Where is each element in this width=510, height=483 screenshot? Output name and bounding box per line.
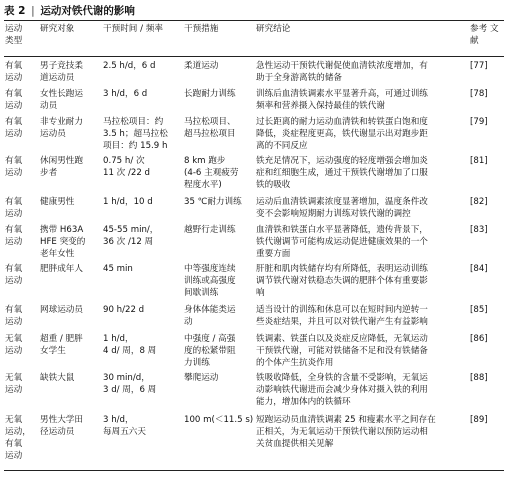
cell-conclusion-line: 铁的吸收: [256, 180, 291, 190]
cell-measure: [184, 333, 254, 369]
cell-conclusion-line: 频率和营养摄入保持最佳的铁代谢: [256, 101, 385, 111]
cell-measure-line: 身体体能类运: [184, 305, 236, 315]
cell-subject: [40, 224, 102, 260]
table-caption: [4, 3, 135, 18]
cell-type: [5, 196, 39, 220]
cell-conclusion-line: 适当设计的训练和休息可以在短时间内逆转一: [256, 305, 428, 315]
cell-type: [5, 372, 39, 396]
cell-measure-line: 长跑耐力训练: [184, 89, 236, 99]
cell-subject-line: 动员: [40, 101, 58, 111]
cell-conclusion: [256, 333, 468, 369]
top-rule: [4, 20, 504, 21]
cell-ref-line: [78]: [470, 89, 488, 99]
cell-type: [5, 60, 39, 84]
cell-subject: [40, 263, 102, 275]
cell-time: [103, 196, 183, 208]
cell-type-line: 有氧: [5, 117, 23, 127]
cell-measure-line: 超马拉松项目: [184, 129, 236, 139]
cell-conclusion-line: 症和红细胞生成，通过干预铁代谢增加了口服: [256, 168, 428, 178]
cell-measure-line: 攀爬运动: [184, 373, 219, 383]
cell-subject-line: 老年女性: [40, 249, 75, 259]
cell-subject-line: 步者: [40, 168, 58, 178]
header-measure: 干预措施: [184, 24, 219, 34]
cell-ref-line: [89]: [470, 415, 488, 425]
header-conclusion: 研究结论: [256, 24, 291, 34]
cell-type-line: 有氧: [5, 61, 23, 71]
cell-time: [103, 372, 183, 396]
cell-subject-line: 非专业耐力: [40, 117, 83, 127]
cell-ref: [470, 304, 506, 316]
cell-conclusion-line: 肝脏和肌肉铁储存均有所降低，表明运动训练: [256, 264, 428, 274]
cell-time-line: 马拉松项目：约: [103, 117, 164, 127]
cell-measure-line: 35 ℃耐力训练: [184, 197, 242, 207]
cell-measure-line: 8 km 跑步: [184, 156, 226, 166]
cell-time-line: 3 d/ 周，6 周: [103, 385, 157, 395]
cell-measure: [184, 155, 254, 191]
cell-type-line: 有氧: [5, 156, 23, 166]
cell-conclusion: [256, 304, 468, 328]
cell-type-line: 无氧: [5, 373, 23, 383]
cell-measure-line: (4-6 主观疲劳: [184, 168, 239, 178]
cell-measure-line: 程度水平): [184, 180, 222, 190]
cell-time-line: 30 min/d，: [103, 373, 150, 383]
cell-type-line: 运动: [5, 276, 23, 286]
cell-conclusion-line: 响: [256, 288, 265, 298]
cell-conclusion-line: 离的不同反应: [256, 141, 308, 151]
cell-subject-line: 男性大学田: [40, 415, 83, 425]
header-type-line: 类型: [5, 36, 23, 46]
cell-subject: [40, 60, 102, 84]
cell-conclusion-line: 能力，增加体内的铁循环: [256, 397, 351, 407]
cell-conclusion: [256, 372, 468, 408]
cell-type-line: 无氧: [5, 415, 23, 425]
cell-time-line: 3 h/d，6 d: [103, 89, 148, 99]
cell-subject-line: 运动员: [40, 129, 66, 139]
cell-type-line: 有氧: [5, 264, 23, 274]
cell-subject-line: 女性长跑运: [40, 89, 83, 99]
cell-measure-line: 力训练: [184, 358, 210, 368]
cell-subject: [40, 333, 102, 357]
cell-conclusion-line: 降低，炎症程度更高，铁代谢显示出对跑步距: [256, 129, 428, 139]
cell-type-line: 运动: [5, 451, 23, 461]
cell-subject-line: 超重 / 肥胖: [40, 334, 83, 344]
caption-separator: |: [31, 5, 35, 17]
cell-ref: [470, 196, 506, 208]
cell-measure-line: 越野行走训练: [184, 225, 236, 235]
cell-ref-line: [84]: [470, 264, 488, 274]
cell-conclusion: [256, 414, 468, 450]
cell-measure-line: 中等强度连续: [184, 264, 236, 274]
cell-conclusion: [256, 88, 468, 112]
cell-measure: [184, 372, 254, 384]
cell-conclusion-line: 急性运动干预铁代谢促使血清铁浓度增加，有: [256, 61, 428, 71]
cell-measure-line: 度的松紧带阻: [184, 346, 236, 356]
cell-conclusion-line: 过长距离的耐力运动血清铁和转铁蛋白饱和度: [256, 117, 428, 127]
cell-time-line: 3 h/d，: [103, 415, 134, 425]
cell-measure-line: 动: [184, 317, 193, 327]
header-type-line: 运动: [5, 24, 23, 34]
table-number: 表 2: [4, 5, 26, 17]
cell-time-line: 0.75 h/ 次: [103, 156, 145, 166]
cell-type-line: 运动: [5, 317, 23, 327]
cell-measure-line: 间歇训练: [184, 288, 219, 298]
cell-measure: [184, 116, 254, 140]
cell-ref-line: [79]: [470, 117, 488, 127]
cell-type-line: 运动: [5, 168, 23, 178]
cell-conclusion-line: 铁代谢调节可能构成运动促进健康效果的一个: [256, 237, 428, 247]
cell-ref-line: [82]: [470, 197, 488, 207]
cell-time-line: 1 h/d，: [103, 334, 134, 344]
cell-time: [103, 304, 183, 316]
cell-ref: [470, 88, 506, 100]
cell-conclusion-line: 关贫血提供相关见解: [256, 439, 334, 449]
cell-type-line: 有氧: [5, 305, 23, 315]
cell-time-line: 36 次 /12 周: [103, 237, 154, 247]
cell-ref: [470, 155, 506, 167]
cell-time-line: 45 min: [103, 264, 133, 274]
cell-conclusion-line: 正相关，为无氧运动干预铁代谢以预防运动相: [256, 427, 428, 437]
cell-measure: [184, 224, 254, 236]
cell-ref: [470, 116, 506, 128]
cell-ref-line: [81]: [470, 156, 488, 166]
cell-time-line: 项目：约 15.9 h: [103, 141, 168, 151]
bottom-rule: [4, 470, 504, 471]
cell-subject: [40, 116, 102, 140]
cell-measure-line: 中强度 / 高强: [184, 334, 236, 344]
cell-type-line: 无氧: [5, 334, 23, 344]
cell-ref: [470, 263, 506, 275]
header-ref: [470, 23, 506, 47]
cell-type: [5, 88, 39, 112]
header-time: 干预时间 / 频率: [103, 24, 163, 34]
cell-ref-line: [83]: [470, 225, 488, 235]
cell-ref: [470, 333, 506, 345]
cell-conclusion-line: 动影响铁代谢进而会减少身体对摄入铁的利用: [256, 385, 428, 395]
cell-type-line: 运动: [5, 101, 23, 111]
cell-conclusion-line: 铁调素、铁蛋白以及炎症反应降低，无氧运动: [256, 334, 428, 344]
header-ref-line: 文献: [470, 24, 499, 46]
cell-ref-line: [88]: [470, 373, 488, 383]
cell-measure: [184, 88, 254, 100]
cell-measure-line: 训练或高强度: [184, 276, 236, 286]
header-type: [5, 23, 39, 47]
cell-conclusion: [256, 224, 468, 260]
cell-type-line: 运动: [5, 346, 23, 356]
cell-conclusion-line: 调节铁代谢对铁稳态失调的肥胖个体有重要影: [256, 276, 428, 286]
cell-time: [103, 263, 183, 275]
cell-ref-line: [77]: [470, 61, 488, 71]
cell-type: [5, 155, 39, 179]
cell-time: [103, 88, 183, 100]
cell-conclusion-line: 短跑运动员血清铁调素 25 和瘦素水平之间存在: [256, 415, 436, 425]
cell-subject-line: 缺铁大鼠: [40, 373, 75, 383]
cell-type: [5, 304, 39, 328]
cell-time-line: 1 h/d，10 d: [103, 197, 153, 207]
cell-type: [5, 263, 39, 287]
cell-conclusion-line: 血清铁和铁蛋白水平显著降低，遗传背景下，: [256, 225, 428, 235]
cell-type-line: 运动: [5, 209, 23, 219]
cell-time-line: 4 d/ 周，8 周: [103, 346, 157, 356]
cell-ref: [470, 224, 506, 236]
header-rule: [4, 56, 504, 57]
cell-subject-line: 健康男性: [40, 197, 75, 207]
cell-time: [103, 116, 183, 152]
cell-conclusion-line: 训练后血清铁调素水平显著升高，可通过训练: [256, 89, 428, 99]
header-ref-line: 参考: [470, 24, 488, 34]
cell-subject-line: 携带 H63A: [40, 225, 84, 235]
cell-measure: [184, 196, 254, 208]
cell-type-line: 运动: [5, 237, 23, 247]
cell-subject: [40, 155, 102, 179]
cell-conclusion-line: 重要方面: [256, 249, 291, 259]
cell-ref: [470, 414, 506, 426]
cell-conclusion: [256, 116, 468, 152]
cell-time-line: 11 次 /22 d: [103, 168, 151, 178]
cell-ref: [470, 372, 506, 384]
cell-conclusion-line: 变不会影响短期耐力训练对铁代谢的调控: [256, 209, 411, 219]
cell-measure: [184, 263, 254, 299]
cell-type-line: 有氧: [5, 225, 23, 235]
cell-conclusion: [256, 196, 468, 220]
header-subject: 研究对象: [40, 24, 75, 34]
cell-subject-line: 网球运动员: [40, 305, 83, 315]
cell-conclusion-line: 助于全身游离铁的储备: [256, 73, 342, 83]
cell-time: [103, 60, 183, 72]
cell-type: [5, 224, 39, 248]
cell-subject: [40, 88, 102, 112]
cell-time-line: 45-55 min/，: [103, 225, 159, 235]
cell-conclusion-line: 干预铁代谢，可能对铁储备不足和没有铁储备: [256, 346, 428, 356]
cell-subject: [40, 196, 102, 208]
cell-subject-line: 女学生: [40, 346, 66, 356]
cell-time: [103, 224, 183, 248]
cell-measure: [184, 414, 254, 426]
cell-conclusion: [256, 155, 468, 191]
cell-subject-line: 径运动员: [40, 427, 75, 437]
cell-measure: [184, 304, 254, 328]
cell-subject-line: 道运动员: [40, 73, 75, 83]
cell-conclusion: [256, 60, 468, 84]
cell-time: [103, 155, 183, 179]
cell-type-line: 运动: [5, 385, 23, 395]
cell-time-line: 90 h/22 d: [103, 305, 145, 315]
cell-conclusion-line: 铁充足情况下，运动强度的轻度增强会增加炎: [256, 156, 428, 166]
cell-time: [103, 333, 183, 357]
cell-subject: [40, 414, 102, 438]
cell-ref: [470, 60, 506, 72]
cell-subject: [40, 304, 102, 316]
cell-conclusion-line: 的个体产生抗炎作用: [256, 358, 334, 368]
cell-subject: [40, 372, 102, 384]
cell-conclusion-line: 铁吸收降低，全身铁的含量不受影响，无氧运: [256, 373, 428, 383]
cell-type-line: 运动: [5, 129, 23, 139]
cell-conclusion-line: 些炎症结果，并且可以对铁代谢产生有益影响: [256, 317, 428, 327]
cell-time: [103, 414, 183, 438]
cell-measure-line: 马拉松项目、: [184, 117, 236, 127]
cell-ref-line: [85]: [470, 305, 488, 315]
cell-type-line: 有氧: [5, 197, 23, 207]
cell-subject-line: 休闲男性跑: [40, 156, 83, 166]
cell-subject-line: 肥胖成年人: [40, 264, 83, 274]
cell-measure-line: 100 m(＜11.5 s): [184, 415, 254, 425]
cell-measure-line: 柔道运动: [184, 61, 219, 71]
cell-type-line: 有氧: [5, 89, 23, 99]
cell-subject-line: HFE 突变的: [40, 237, 86, 247]
cell-time-line: 2.5 h/d，6 d: [103, 61, 156, 71]
cell-measure: [184, 60, 254, 72]
cell-time-line: 每周五六天: [103, 427, 146, 437]
cell-type-line: 运动，: [5, 427, 31, 437]
cell-type-line: 运动: [5, 73, 23, 83]
cell-type: [5, 333, 39, 357]
cell-ref-line: [86]: [470, 334, 488, 344]
cell-conclusion-line: 运动后血清铁调素浓度显著增加，温度条件改: [256, 197, 428, 207]
cell-type: [5, 116, 39, 140]
cell-conclusion: [256, 263, 468, 299]
cell-subject-line: 男子竞技柔: [40, 61, 83, 71]
cell-time-line: 3.5 h；超马拉松: [103, 129, 168, 139]
table-title: 运动对铁代谢的影响: [40, 5, 135, 17]
cell-type: [5, 414, 39, 462]
cell-type-line: 有氧: [5, 439, 23, 449]
